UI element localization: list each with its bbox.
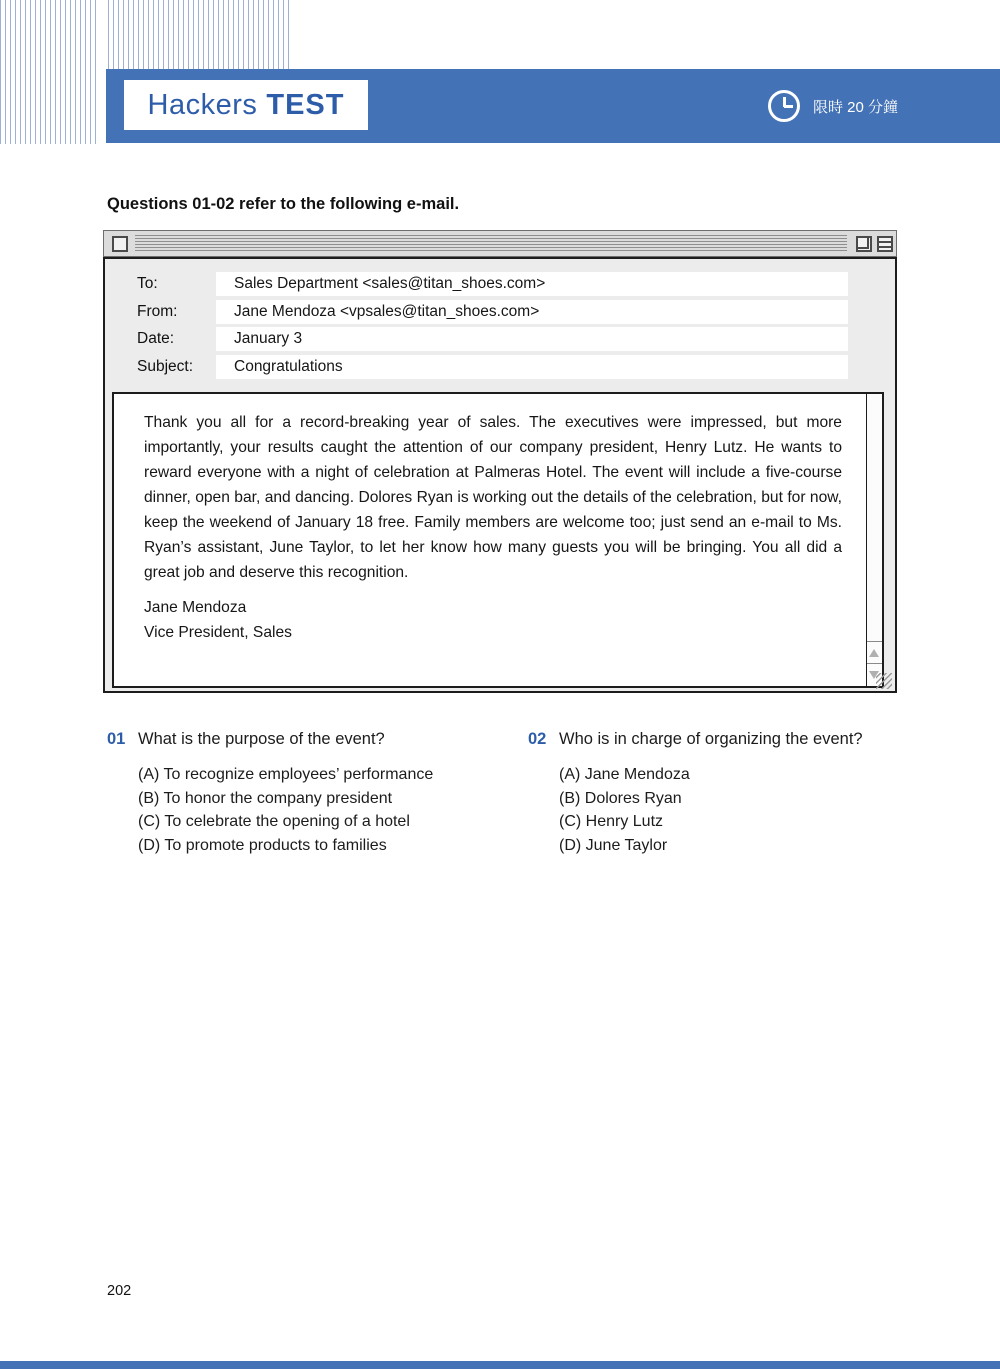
clock-hour-hand — [784, 105, 793, 108]
clock-icon — [768, 90, 800, 122]
email-field-value[interactable] — [216, 327, 848, 351]
email-to-value: Sales Department <sales@titan_shoes.com> — [234, 275, 546, 292]
page-number: 202 — [107, 1283, 132, 1299]
email-field-date — [105, 327, 895, 351]
email-field-value[interactable] — [216, 272, 848, 296]
email-field-from — [105, 300, 895, 324]
option-b: (B) To honor the company president — [138, 789, 393, 807]
signature-name: Jane Mendoza — [144, 599, 247, 616]
option-d: (D) June Taylor — [559, 837, 668, 855]
scroll-up-button[interactable] — [867, 641, 882, 663]
option-c: (C) To celebrate the opening of a hotel — [138, 813, 410, 831]
logo-box — [124, 80, 368, 130]
vertical-scrollbar[interactable] — [866, 394, 882, 686]
email-field-to — [105, 272, 895, 296]
header-banner — [106, 69, 1000, 143]
email-subject-value: Congratulations — [234, 358, 343, 375]
email-field-value[interactable] — [216, 355, 848, 379]
email-field-subject — [105, 355, 895, 379]
email-signature — [144, 595, 842, 645]
option-c: (C) Henry Lutz — [559, 813, 664, 831]
bottom-bar — [0, 1361, 1000, 1369]
time-limit — [768, 69, 898, 143]
window-titlebar[interactable] — [103, 230, 897, 257]
time-limit-label: 限時 20 分鐘 — [813, 98, 899, 116]
email-field-label: To: — [137, 275, 158, 292]
email-body — [112, 392, 884, 688]
option-b: (B) Dolores Ryan — [559, 789, 682, 807]
email-field-label: From: — [137, 303, 178, 320]
question-01-row — [107, 730, 512, 749]
resize-grip-icon[interactable] — [876, 673, 892, 689]
decorative-stripes-top — [108, 0, 292, 69]
email-body-inner — [114, 394, 865, 686]
question-02-options — [559, 763, 958, 858]
signature-title: Vice President, Sales — [144, 624, 292, 641]
question-text: Who is in charge of organizing the event? — [559, 730, 863, 748]
question-number: 01 — [107, 730, 126, 748]
question-01-options — [138, 763, 512, 858]
question-02 — [528, 730, 958, 858]
question-01 — [107, 730, 512, 858]
close-box-icon[interactable] — [112, 236, 128, 252]
option-a: (A) To recognize employees’ performance — [138, 766, 434, 783]
question-number: 02 — [528, 730, 547, 748]
question-02-row — [528, 730, 958, 749]
decorative-stripes-left — [0, 0, 99, 144]
question-text: What is the purpose of the event? — [138, 730, 385, 748]
section-heading: Questions 01-02 refer to the following e-mail. — [107, 195, 460, 213]
option-d: (D) To promote products to families — [138, 837, 387, 855]
email-field-label: Subject: — [137, 358, 194, 375]
collapse-box-icon[interactable] — [877, 236, 893, 252]
logo-text-bold: TEST — [266, 88, 345, 121]
email-from-value: Jane Mendoza <vpsales@titan_shoes.com> — [234, 303, 540, 320]
up-arrow-icon — [869, 649, 879, 657]
email-window — [103, 230, 897, 693]
email-date-value: January 3 — [234, 330, 303, 347]
option-a: (A) Jane Mendoza — [559, 766, 690, 783]
zoom-box-icon[interactable] — [856, 236, 872, 252]
email-field-value[interactable] — [216, 300, 848, 324]
email-window-content — [103, 257, 897, 693]
logo-text-regular: Hackers — [147, 88, 258, 121]
titlebar-stripes — [135, 235, 847, 252]
email-field-label: Date: — [137, 330, 175, 347]
email-body-text: Thank you all for a record-breaking year of sales. The executives were impressed, but more importantly, your results caught the attention of our company president, Henry Lutz. He wants to reward everyone with a night of celebration at Palmeras Hotel. The event will include a five-course dinner, open bar, and dancing. Dolores Ryan is working out the details of the celebration, but for now, keep the weekend of January 18 free. Family members are welcome too; just send an e-mail to Ms. Ryan’s assistant, June Taylor, to let her know how many guests you will be bringing. You all did a great job and deserve this recognition. — [144, 414, 842, 581]
